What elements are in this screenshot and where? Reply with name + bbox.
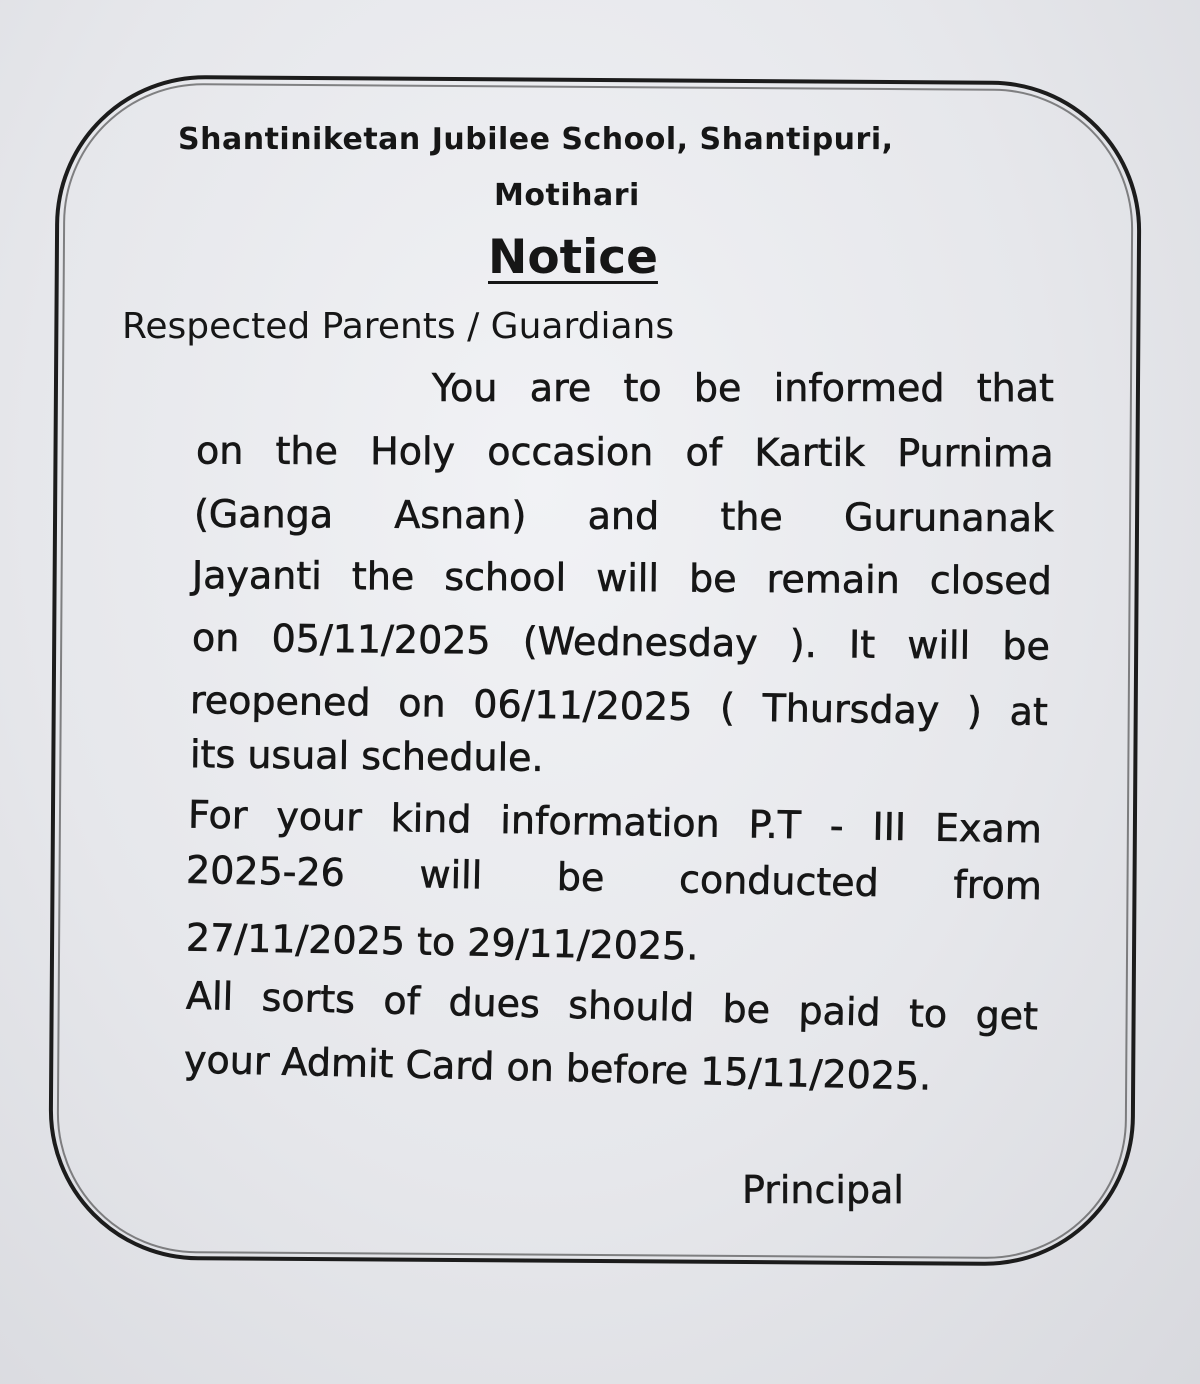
paragraph-2-line-3: 27/11/2025 to 29/11/2025. [185, 915, 699, 969]
paragraph-1-line-6: reopened on 06/11/2025 ( Thursday ) at [189, 678, 1049, 734]
notice-title: Notice [488, 230, 658, 285]
signature-principal: Principal [742, 1168, 904, 1212]
paragraph-2-line-1: For your kind information P.T - III Exam [187, 792, 1043, 852]
paragraph-1-line-4: Jayanti the school will be remain closed [191, 552, 1052, 604]
paragraph-1-line-3: (Ganga Asnan) and the Gurunanak [193, 491, 1055, 541]
school-location: Motihari [494, 178, 640, 213]
paragraph-1-line-7: its usual schedule. [189, 732, 544, 780]
paragraph-1-line-1: You are to be informed that [432, 366, 1054, 410]
paragraph-3-line-1: All sorts of dues should be paid to get [185, 973, 1039, 1039]
paragraph-3-line-2: your Admit Card on before 15/11/2025. [183, 1037, 932, 1099]
school-name: Shantiniketan Jubilee School, Shantipuri, [178, 122, 894, 157]
salutation: Respected Parents / Guardians [122, 306, 675, 347]
paragraph-1-line-5: on 05/11/2025 (Wednesday ). It will be [191, 615, 1051, 669]
paragraph-2-line-2: 2025-26 will be conducted from [185, 847, 1043, 909]
paragraph-1-line-2: on the Holy occasion of Kartik Purnima [195, 428, 1054, 476]
